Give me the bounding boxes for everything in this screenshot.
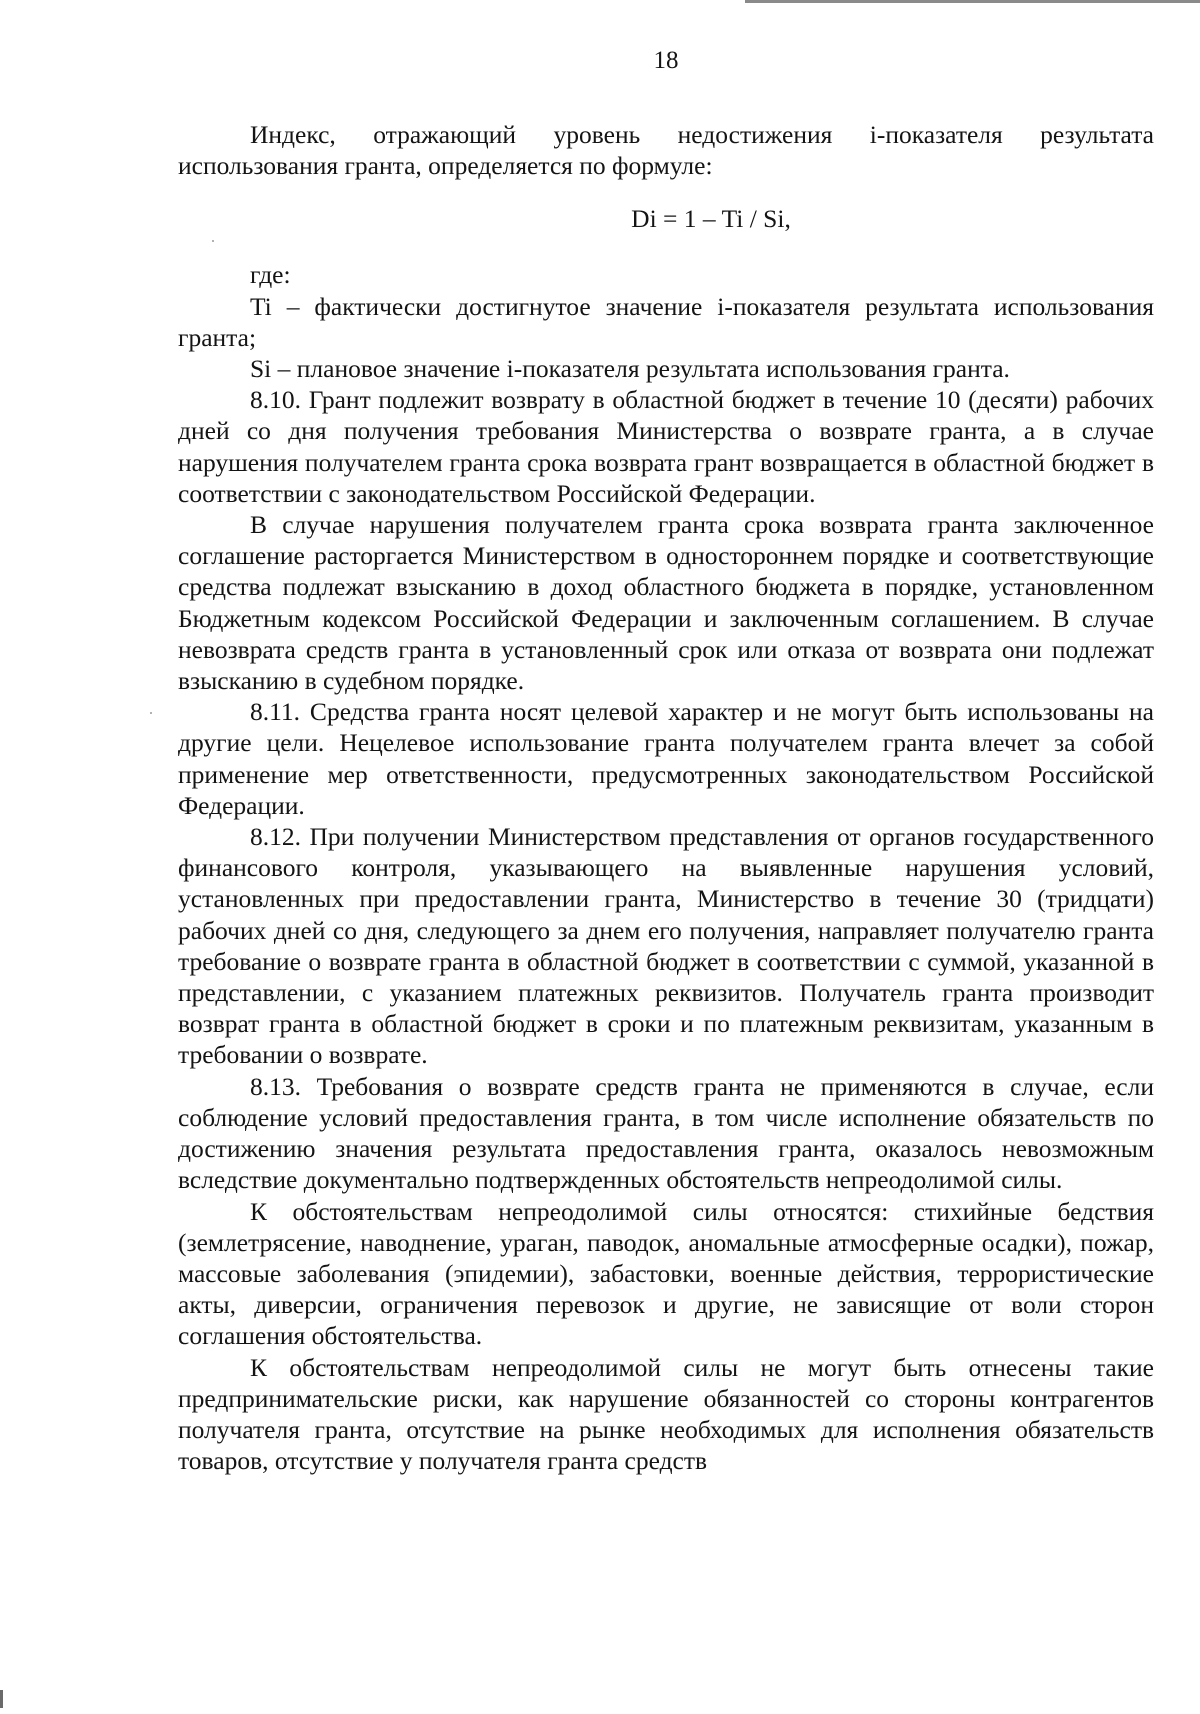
paragraph-8-13: 8.13. Требования о возврате средств гранта не применяются в случае, если соблюдение условий предоставления гранта, в том числе исполнение обязательств по достижению значения результата предоставления гранта, оказалось невозможным вследствие документально подтвержденных обстоятельств непреодолимой силы. <box>178 1071 1154 1195</box>
force-majeure-exclusions-paragraph: К обстоятельствам непреодолимой силы не могут быть отнесены такие предпринимательские риски, как нарушение обязанностей со стороны контрагентов получателя гранта, отсутствие на рынке необходимых для исполнения обязательств товаров, отсутствие у получателя гранта средств <box>178 1352 1154 1476</box>
scan-edge-mark <box>0 1690 3 1708</box>
page-number: 18 <box>653 47 679 74</box>
definition-si: Si – плановое значение i-показателя результата использования гранта. <box>250 354 1010 384</box>
scan-speck <box>150 712 152 714</box>
scan-speck <box>212 240 214 242</box>
formula: Di = 1 – Ti / Si, <box>631 204 791 234</box>
scan-top-rule <box>745 0 1200 3</box>
where-label: где: <box>250 260 291 290</box>
definition-ti: Ti – фактически достигнутое значение i-показателя результата использования гранта; <box>178 291 1154 352</box>
intro-paragraph: Индекс, отражающий уровень недостижения i-показателя результата использования гранта, определяется по формуле: <box>178 120 1154 181</box>
force-majeure-list-paragraph: К обстоятельствам непреодолимой силы относятся: стихийные бедствия (землетрясение, наводнение, ураган, паводок, аномальные атмосферные осадки), пожар, массовые заболевания (эпидемии), забастовки, военные действия, террористические акты, диверсии, ограничения перевозок и другие, не зависящие от воли сторон соглашения обстоятельства. <box>178 1196 1154 1351</box>
paragraph-8-10: 8.10. Грант подлежит возврату в областной бюджет в течение 10 (десяти) рабочих дней со дня получения требования Министерства о возврате гранта, а в случае нарушения получателем гранта срока возврата грант возвращается в областной бюджет в соответствии с законодательством Российской Федерации. <box>178 385 1154 508</box>
paragraph-8-12: 8.12. При получении Министерством представления от органов государственного финансового контроля, указывающего на выявленные нарушения условий, установленных при предоставлении гранта, Министерство в течение 30 (тридцати) рабочих дней со дня, следующего за днем его получения, направляет получателю гранта требование о возврате гранта в областной бюджет в соответствии с суммой, указанной в представлении, с указанием платежных реквизитов. Получатель гранта производит возврат гранта в областной бюджет в сроки и по платежным реквизитам, указанным в требовании о возврате. <box>178 822 1154 1070</box>
document-body <box>178 119 1154 1476</box>
paragraph-8-10-continued: В случае нарушения получателем гранта срока возврата гранта заключенное соглашение расторгается Министерством в одностороннем порядке и соответствующие средства подлежат взысканию в доход областного бюджета в порядке, установленном Бюджетным кодексом Российской Федерации и заключенным соглашением. В случае невозврата средств гранта в установленный срок или отказа от возврата они подлежат взысканию в судебном порядке. <box>178 510 1154 696</box>
paragraph-8-11: 8.11. Средства гранта носят целевой характер и не могут быть использованы на другие цели. Нецелевое использование гранта получателем гранта влечет за собой применение мер ответственности, предусмотренных законодательством Российской Федерации. <box>178 697 1154 820</box>
